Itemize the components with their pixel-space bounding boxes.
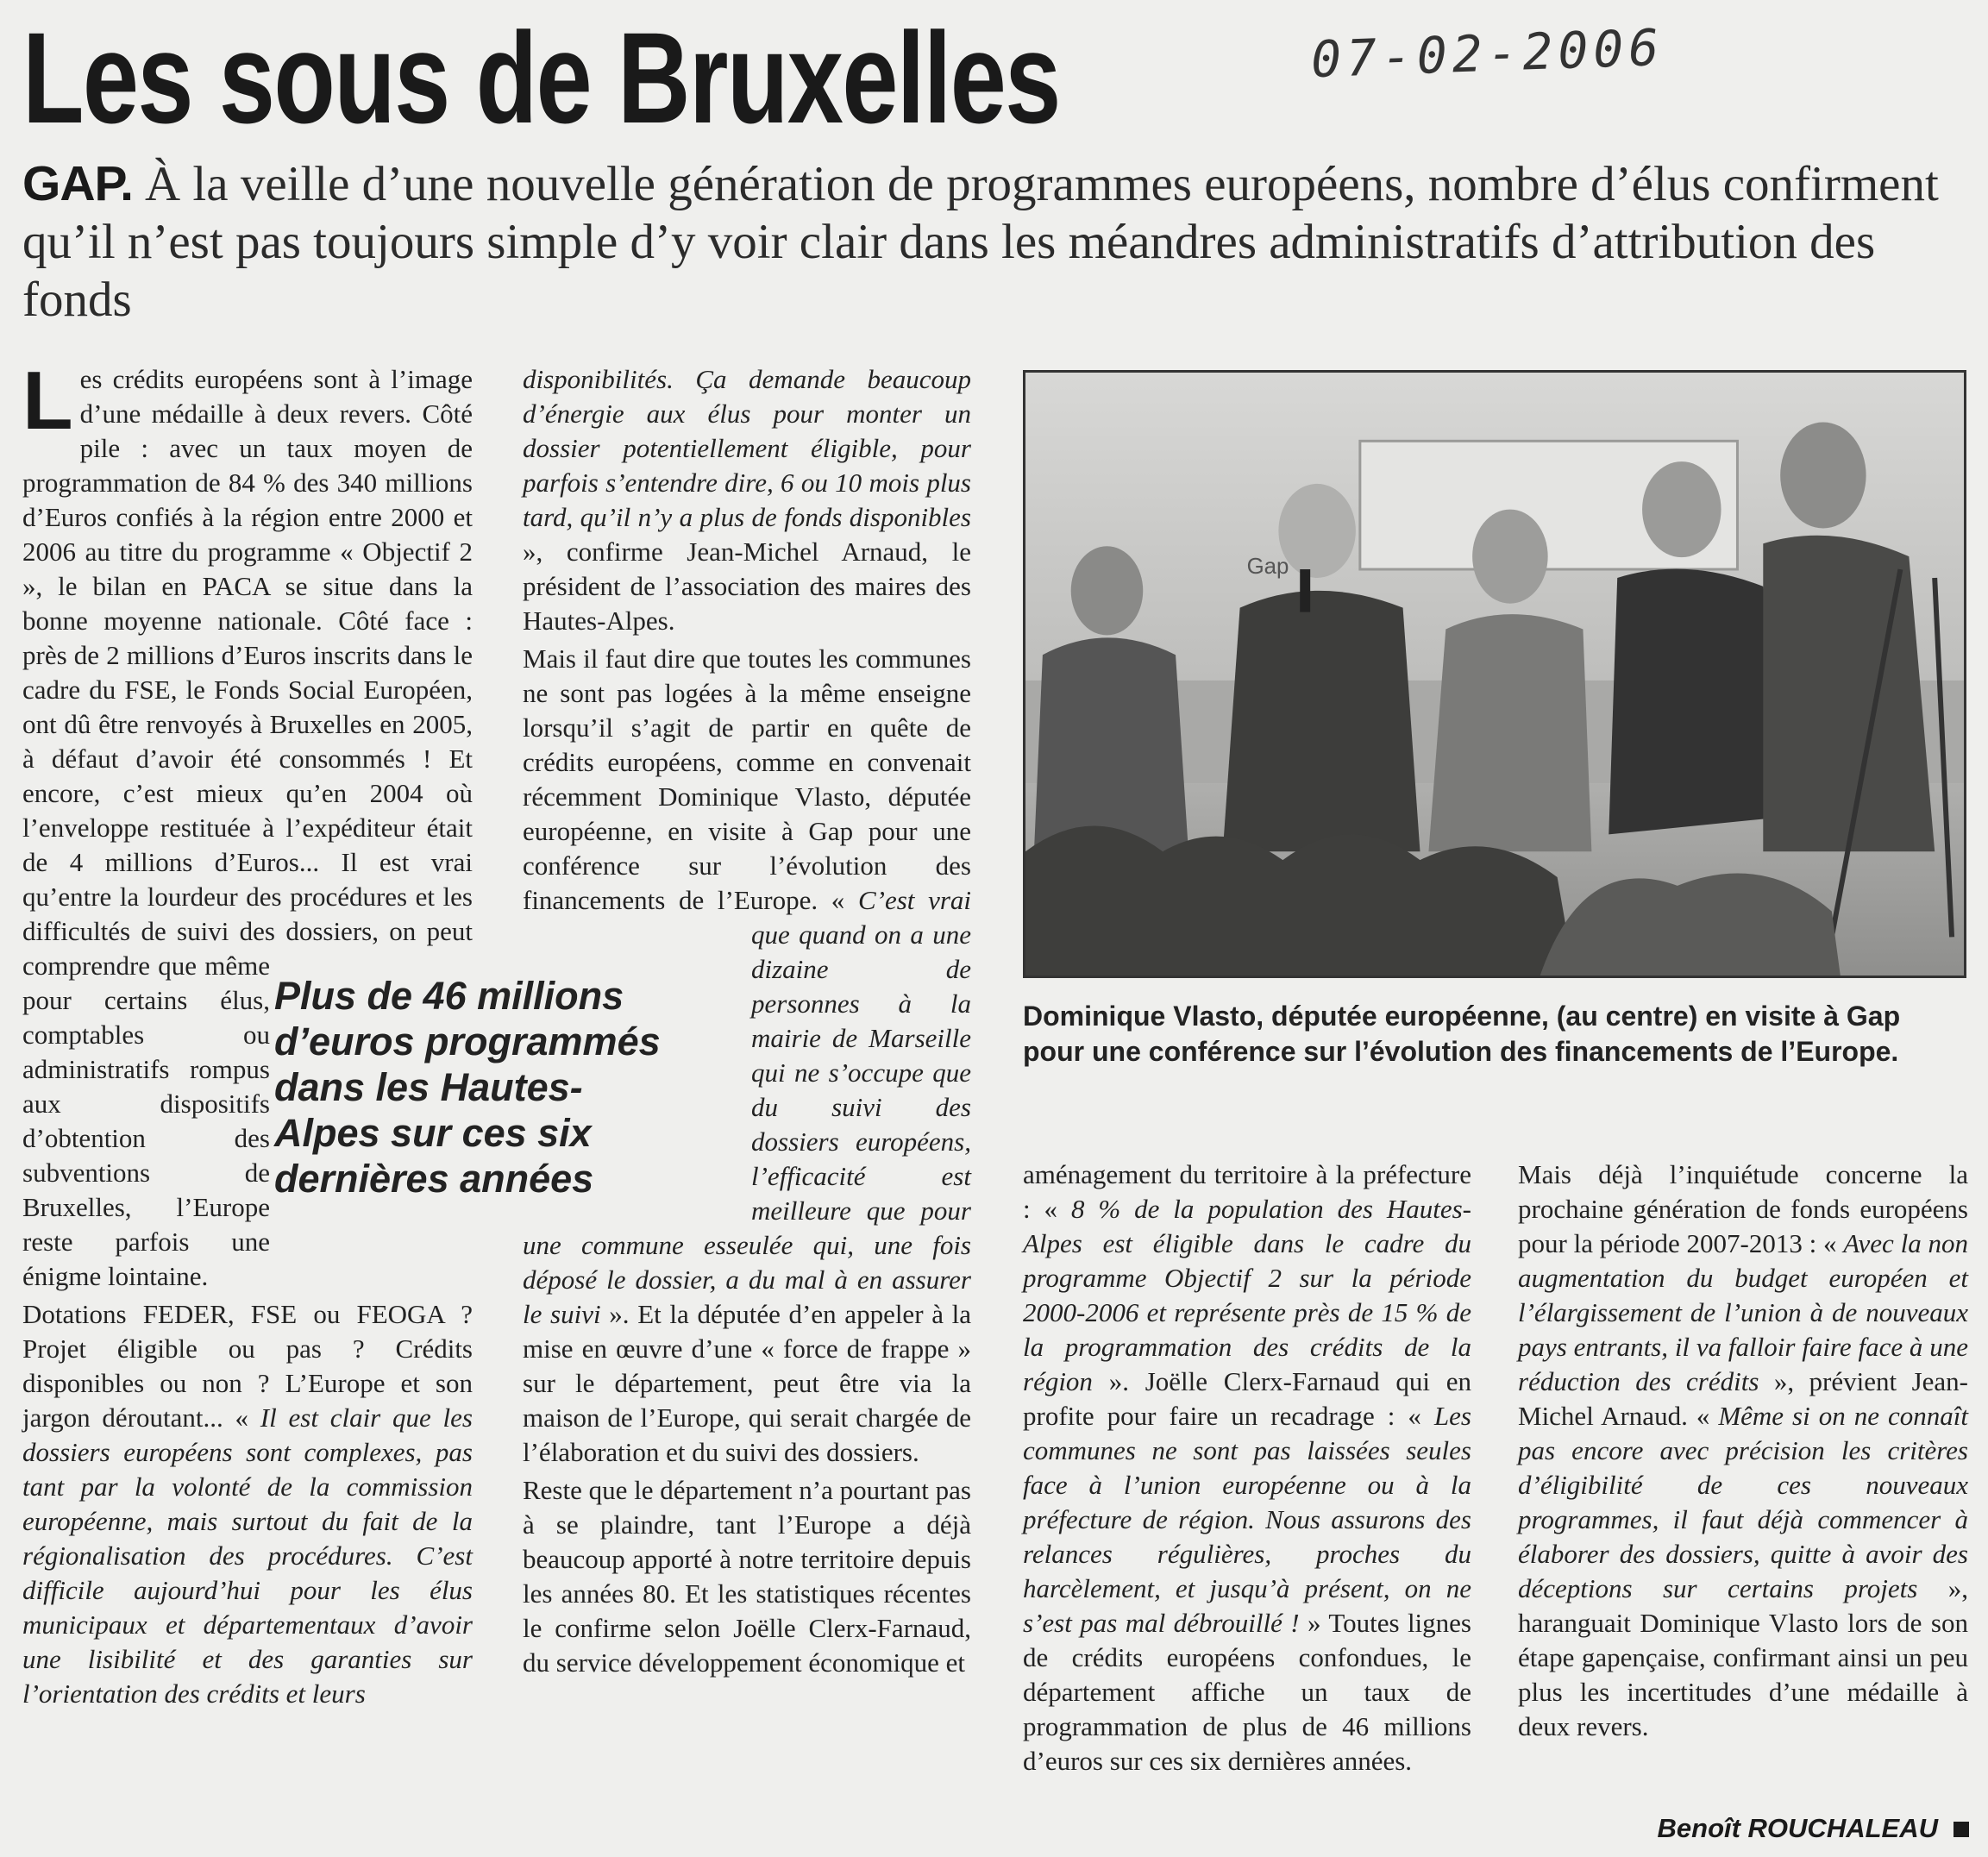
lede-kicker: GAP. xyxy=(22,156,134,211)
col2-paragraph-1: disponibilités. Ça demande beaucoup d’énergie aux élus pour monter un dossier potentiellement éligible, pour parfois s’entendre dire, 6 ou 10 mois plus tard, qu’il n’y a plus de fonds disponibles », confirme Jean-Michel Arnaud, le président de l’association des maires des Hautes-Alpes. xyxy=(523,364,971,636)
column-3 xyxy=(1023,1157,1471,1782)
byline xyxy=(1658,1813,1970,1844)
handwritten-date: 07-02-2006 xyxy=(1309,17,1665,90)
col3-paragraph-1: aménagement du territoire à la préfecture : « 8 % de la population des Hautes-Alpes est éligible dans le cadre du programme Objectif 2 sur la période 2000-2006 et représente près de 15 % de la programmation des crédits de la région ». Joëlle Clerx-Farnaud qui en profite pour faire un recadrage : « Les communes ne sont pas laissées seules face à l’union européenne ou à la préfecture de région. Nous assurons des relances régulières, proches du harcèlement, et jusqu’à présent, on ne s’est pas mal débrouillé ! » Toutes lignes de crédits européens confondues, le département affiche un taux de programmation de plus de 46 millions d’euros sur ces six dernières années. xyxy=(1023,1159,1471,1776)
lede xyxy=(22,155,1972,329)
headline: Les sous de Bruxelles xyxy=(22,5,1060,150)
col2-paragraph-2: Mais il faut dire que toutes les communes ne sont pas logées à la même enseigne lorsqu’il s’agit de partir en quête de crédits européens, comme en convenait récemment Dominique Vlasto, députée européenne, en visite à Gap pour une conférence sur l’évolution des financements de l’Europe. « C’est vrai que quand on a une dizaine de personnes à la mairie de Marseille qui ne s’occupe que du suivi des dossiers européens, l’efficacité est meilleure que pour une commune esseulée qui, une fois déposé le dossier, a du mal à en assurer le suivi ». Et la députée d’en appeler à la mise en œuvre d’une « force de frappe » sur le département, peut être via la maison de l’Europe, qui serait chargée de l’élaboration et du suivi des dossiers. xyxy=(523,643,972,1467)
lede-text: À la veille d’une nouvelle génération de programmes européens, nombre d’élus confirment qu’il n’est pas toujours simple d’y voir clair dans les méandres administratifs d’attribution des fonds xyxy=(22,157,1939,327)
photo-caption: Dominique Vlasto, députée européenne, (au centre) en visite à Gap pour une conférence sur l’évolution des financements de l’Europe. xyxy=(1023,1001,1901,1067)
end-mark xyxy=(1954,1822,1969,1837)
conference-photo xyxy=(1023,370,1966,978)
col4-paragraph-1: Mais déjà l’inquiétude concerne la prochaine génération de fonds européens pour la période 2007-2013 : « Avec la non augmentation du budget européen et l’élargissement de l’union à de nouveaux pays entrants, il va falloir faire face à une réduction des crédits », prévient Jean-Michel Arnaud. « Même si on ne connaît pas encore avec précision les critères d’éligibilité de ces nouveaux programmes, il faut déjà commencer à élaborer des dossiers, quitte à avoir des déceptions sur certains projets », haranguait Dominique Vlasto lors de son étape gapençaise, confirmant ainsi un peu plus les incertitudes d’une médaille à deux revers. xyxy=(1518,1159,1969,1741)
drop-cap: L xyxy=(22,354,73,447)
column-2 xyxy=(523,362,971,1684)
banner-text: Gap xyxy=(1246,555,1289,579)
column-4 xyxy=(1518,1157,1968,1747)
photo-illustration xyxy=(1025,373,1964,976)
col1-paragraph-2: Dotations FEDER, FSE ou FEOGA ? Projet éligible ou pas ? Crédits disponibles ou non ? L’Europe et son jargon déroutant... « Il est clair que les dossiers européens sont complexes, pas tant par la volonté de la commission européenne, mais surtout du fait de la régionalisation des procédures. C’est difficile aujourd’hui pour les élus municipaux et départementaux d’avoir une lisibilité et des garanties sur l’orientation des crédits et leurs xyxy=(22,1299,473,1709)
pull-quote: Plus de 46 millions d’euros programmés dans les Hautes-Alpes sur ces six dernières années xyxy=(274,974,661,1201)
col2-paragraph-3: Reste que le département n’a pourtant pas à se plaindre, tant l’Europe a déjà beaucoup apporté à notre territoire depuis les années 80. Et les statistiques récentes le confirme selon Joëlle Clerx-Farnaud, du service développement économique et xyxy=(523,1475,971,1678)
author-name: Benoît ROUCHALEAU xyxy=(1657,1813,1938,1843)
col1-paragraph-1: Les crédits européens sont à l’image d’une médaille à deux revers. Côté pile : avec un taux moyen de programmation de 84 % des 340 millions d’Euros confiés à la région entre 2000 et 2006 au titre du programme « Objectif 2 », le bilan en PACA se situe dans la bonne moyenne nationale. Côté face : près de 2 millions d’Euros inscrits dans le cadre du FSE, le Fonds Social Européen, ont dû être renvoyés à Bruxelles en 2005, à défaut d’avoir été consommés ! Et encore, c’est mieux qu’en 2004 où l’enveloppe restituée à l’expéditeur était de 4 millions d’Euros... Il est vrai qu’entre la lourdeur des procédures et les difficultés de suivi des dossiers, on peut comprendre que même pour certains élus, comptables ou administratifs rompus aux dispositifs d’obtention des subventions de Bruxelles, l’Europe reste parfois une énigme lointaine. xyxy=(22,354,473,1291)
